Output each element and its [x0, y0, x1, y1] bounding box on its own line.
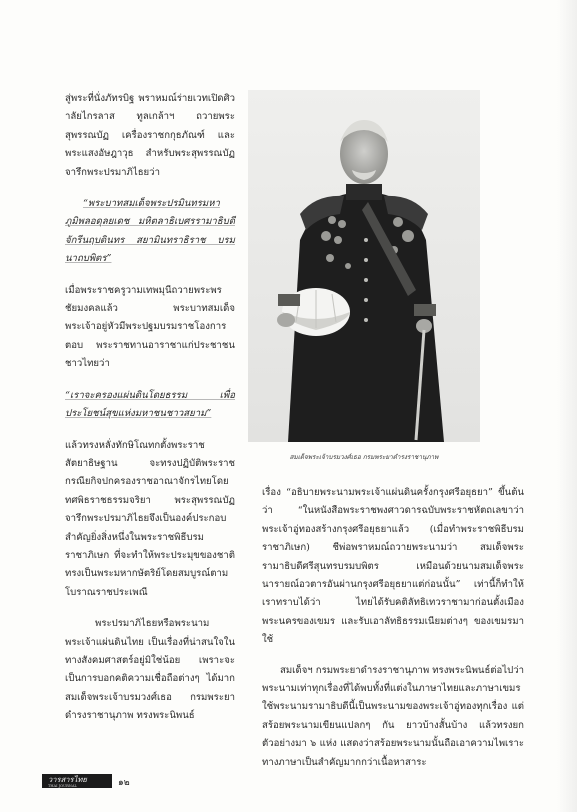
left-text-column — [65, 90, 235, 739]
left-paragraph-1: สู่พระที่นั่งภัทรบิฐ พราหมณ์ร่ายเวทเปิดศิวาลัยไกรลาส ทูลเกล้าฯ ถวายพระสุพรรณบัฏ เครื่องราชกกุธภัณฑ์ และพระแสงอัษฎาวุธ สำหรับพระสุพรรณบัฏจารึกพระปรมาภิไธยว่า — [65, 93, 235, 178]
right-paragraph-1: เรื่อง “อธิบายพระนามพระเจ้าแผ่นดินครั้งกรุงศรีอยุธยา” ขึ้นต้นว่า “ในหนังสือพระราชพงศาวดารฉบับพระราชหัตถเลขาว่า พระเจ้าอู่ทองสร้างกรุงศรีอยุธยาแล้ว (เมื่อทำพระราชพิธีบรมราชาภิเษก) ชีพ่อพราหมณ์ถวายพระนามว่า สมเด็จพระรามาธิบดีศรีสุนทรบรมบพิตร เหมือนด้วยนามสมเด็จพระนารายณ์อวตารอันผ่านกรุงศรีอยุธยาแต่ก่อนนั้น” เท่านี้ก็ทำให้เราทราบได้ว่า ไทยได้รับคติลัทธิเทวราชามาก่อนตั้งเมืองพระนครของเขมร และรับเอาลัทธิธรรมเนียมต่างๆ ของเขมรมาใช้ — [262, 487, 524, 646]
page-edge-shadow — [557, 0, 577, 812]
right-text-column — [262, 484, 524, 784]
left-paragraph-2: เมื่อพระราชครูวามเทพมุนีถวายพระพรชัยมงคลแล้ว พระบาทสมเด็จพระเจ้าอยู่หัวมีพระปฐมบรมราชโองการตอบ พระราชทานอาราชาแก่ประชาชนชาวไทยว่า — [65, 284, 235, 370]
left-paragraph-3: แล้วทรงหลั่งทักษิโณทกตั้งพระราชสัตยาธิษฐาน จะทรงปฏิบัติพระราชกรณียกิจปกครองราชอาณาจักรไทยโดยทศพิธราชธรรมจริยา พระสุพรรณบัฏจารึกพระปรมาภิไธยจึงเป็นองค์ประกอบสำคัญยิ่งสิ่งหนึ่งในพระราชพิธีบรมราชาภิเษก ที่จะทำให้พระประมุขของชาติทรงเป็นพระมหากษัตริย์โดยสมบูรณ์ตามโบราณราชประเพณี — [65, 439, 235, 598]
portrait-photo — [248, 90, 480, 442]
portrait-photo-icon — [248, 90, 480, 442]
royal-oath-quote: “เราจะครองแผ่นดินโดยธรรม เพื่อประโยชน์สุขแห่งมหาชนชาวสยาม” — [65, 389, 235, 420]
magazine-name: วารสารไทย — [48, 775, 87, 784]
photo-caption: สมเด็จพระเจ้าบรมวงศ์เธอ กรมพระยาดำรงราชานุภาพ — [289, 453, 439, 461]
page-footer — [42, 774, 162, 794]
page-number: ๑๒ — [118, 778, 130, 788]
right-paragraph-2: สมเด็จฯ กรมพระยาดำรงราชานุภาพ ทรงพระนิพนธ์ต่อไปว่าพระนามเท่าทุกเรื่องที่ได้พบทั้งที่แต่งในภาษาไทยและภาษาเขมร ใช้พระนามรามาธิบดีนี้เป็นพระนามของพระเจ้าอู่ทองทุกเรื่อง แต่สร้อยพระนามเขียนแปลกๆ กัน ยาวบ้างสั้นบ้าง แล้วทรงยกตัวอย่างมา ๖ แห่ง แสดงว่าสร้อยพระนามนั้นถือเอาความไพเราะทางภาษาเป็นสำคัญมากกว่าเนื้อหาสาระ — [262, 664, 524, 768]
royal-title-quote: “พระบาทสมเด็จพระปรมินทรมหาภูมิพลอดุลยเดช มหิตลาธิเบศรรามาธิบดี จักรีนฤบดินทร สยามินทราธิราช บรมนาถบพิตร” — [65, 198, 235, 265]
magazine-subtitle: THAI JOURNAL — [48, 784, 77, 788]
left-paragraph-4: พระปรมาภิไธยหรือพระนามพระเจ้าแผ่นดินไทย เป็นเรื่องที่น่าสนใจในทางสังคมศาสตร์อยู่มิใช่น้อย เพราะจะเป็นการบอกคติความเชื่อถือต่างๆ ได้มาก สมเด็จพระเจ้าบรมวงศ์เธอ กรมพระยาดำรงราชานุภาพ ทรงพระนิพนธ์ — [65, 618, 235, 722]
